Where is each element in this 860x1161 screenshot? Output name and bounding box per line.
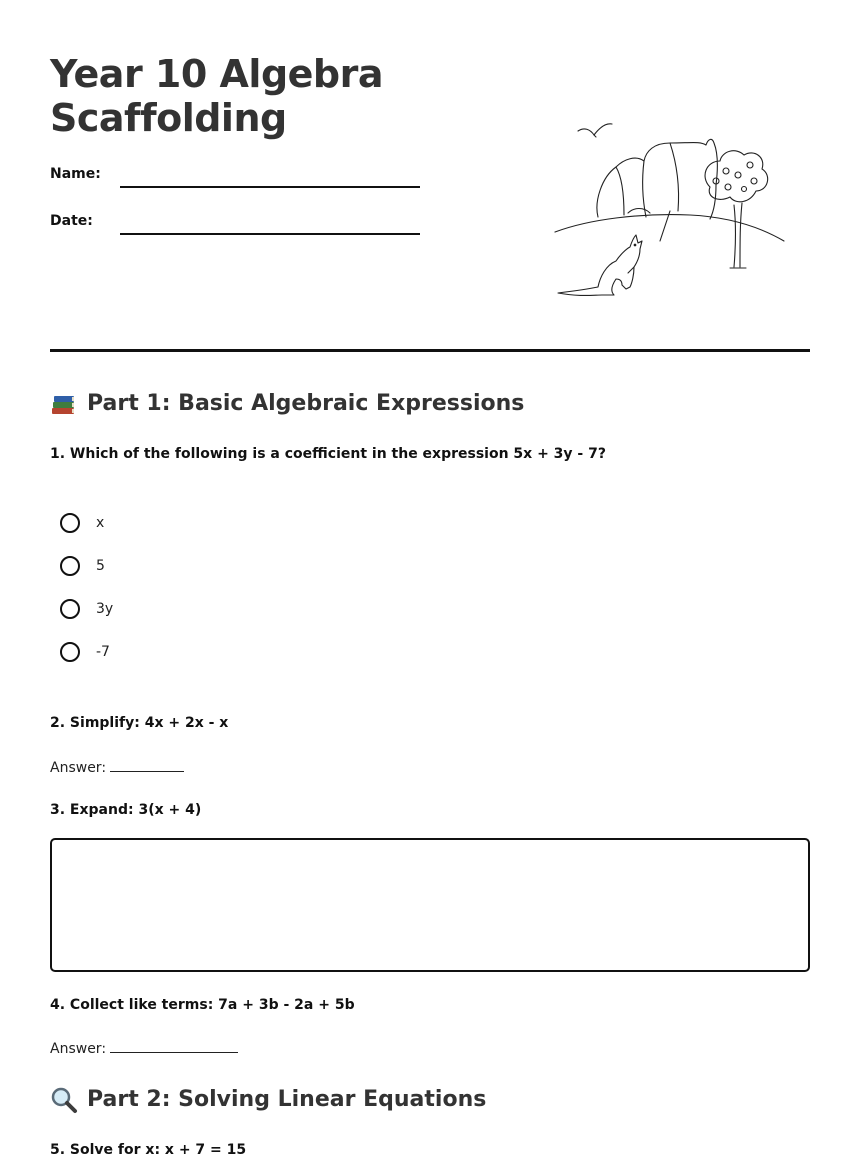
q1-option-3y-label: 3y (96, 601, 114, 617)
part-1-heading-text: Part 1: Basic Algebraic Expressions (87, 391, 525, 416)
books-icon (50, 390, 78, 418)
part-2-heading-text: Part 2: Solving Linear Equations (87, 1087, 487, 1112)
q2-answer[interactable] (50, 757, 184, 776)
q1-option-neg7-label: -7 (96, 644, 110, 660)
part-1-heading (50, 389, 524, 419)
q2-answer-blank[interactable] (110, 757, 184, 772)
kangaroo (558, 235, 642, 296)
q1-option-x-radio[interactable] (60, 513, 80, 533)
question-4: 4. Collect like terms: 7a + 3b - 2a + 5b (50, 997, 355, 1013)
q1-option-neg7-radio[interactable] (60, 642, 80, 662)
question-3: 3. Expand: 3(x + 4) (50, 802, 202, 818)
question-1: 1. Which of the following is a coefficient in the expression 5x + 3y - 7? (50, 446, 606, 462)
q3-answer-box[interactable] (50, 838, 810, 972)
name-field[interactable] (50, 166, 430, 196)
date-field[interactable] (50, 213, 430, 243)
q1-option-3y-radio[interactable] (60, 599, 80, 619)
q1-option-x-label: x (96, 515, 105, 531)
magnifying-glass-icon (50, 1086, 78, 1114)
australian-landscape-kangaroo-illustration (550, 115, 790, 305)
q1-option-5[interactable] (60, 553, 105, 579)
part-2-heading (50, 1085, 486, 1115)
name-underline[interactable] (120, 186, 420, 188)
q2-answer-label: Answer: (50, 760, 107, 776)
header-divider (50, 349, 810, 352)
rock-formation (597, 139, 717, 219)
bird-icon (578, 124, 612, 135)
date-underline[interactable] (120, 233, 420, 235)
tree-canopy (705, 151, 768, 202)
title-line-2: Scaffolding (50, 96, 287, 140)
q1-option-neg7[interactable] (60, 639, 110, 665)
q4-answer[interactable] (50, 1038, 238, 1057)
date-label: Date: (50, 213, 93, 229)
q4-answer-label: Answer: (50, 1041, 107, 1057)
tree-trunk (734, 203, 742, 267)
worksheet-page (50, 0, 810, 1161)
question-2: 2. Simplify: 4x + 2x - x (50, 715, 229, 731)
worksheet-title (50, 52, 383, 140)
horizon-line (555, 215, 784, 241)
q1-option-x[interactable] (60, 510, 104, 536)
question-5: 5. Solve for x: x + 7 = 15 (50, 1142, 247, 1158)
title-line-1: Year 10 Algebra (50, 52, 384, 96)
q1-option-5-radio[interactable] (60, 556, 80, 576)
q1-option-5-label: 5 (96, 558, 105, 574)
name-label: Name: (50, 166, 101, 182)
q4-answer-blank[interactable] (110, 1038, 238, 1053)
q1-option-3y[interactable] (60, 596, 113, 622)
